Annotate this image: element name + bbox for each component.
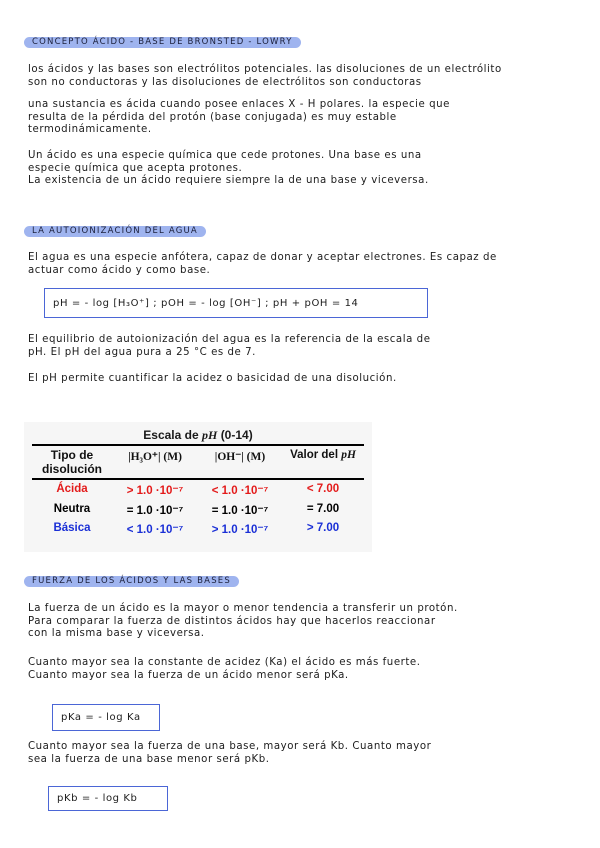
row-neutra-oh: = 1.0 ·10⁻⁷ [211, 505, 269, 517]
paragraph-equilibrio-agua [28, 334, 584, 359]
row-basica-ph: > 7.00 [306, 522, 340, 534]
paragraph-sustancia-acida [28, 99, 584, 137]
ph-scale-table [24, 422, 372, 552]
text-line: Cuanto mayor sea la constante de acidez (Ka) el ácido es más fuerte. [28, 657, 421, 668]
text-line: Cuanto mayor sea la fuerza de un ácido menor será pKa. [28, 669, 349, 681]
text-line: Para comparar la fuerza de distintos ácidos hay que hacerlos reaccionar [28, 615, 436, 627]
text-line: resulta de la pérdida del protón (base conjugada) es muy estable [28, 111, 397, 123]
formula-ph-box: pH = - log [H₃O⁺] ; pOH = - log [OH⁻] ; pH + pOH = 14 [44, 288, 428, 318]
text-line: termodinámicamente. [28, 124, 152, 136]
paragraph-agua-anfotera [28, 252, 584, 277]
table-title [24, 428, 372, 443]
header-h3o: |H₃O⁺| (M) [128, 451, 182, 463]
row-acida-ph: < 7.00 [306, 483, 340, 495]
header-tipo [32, 448, 112, 476]
paragraph-fuerza-acido [28, 603, 584, 641]
row-basica-h3o: < 1.0 ·10⁻⁷ [126, 524, 184, 536]
text-line: El agua es una especie anfótera, capaz de donar y aceptar electrones. Es capaz de [28, 252, 497, 263]
table-title-suffix: (0-14) [220, 428, 253, 442]
header-tipo-line2: disolución [42, 462, 102, 476]
row-neutra-tipo: Neutra [53, 503, 91, 515]
paragraph-constante-acidez [28, 657, 584, 682]
text-line: El pH permite cuantificar la acidez o basicidad de una disolución. [28, 373, 397, 384]
row-neutra-ph: = 7.00 [306, 503, 340, 515]
paragraph-ph-cuantifica [28, 373, 584, 386]
text-line: especie química que acepta protones. [28, 162, 243, 174]
paragraph-electrolitos [28, 64, 584, 89]
row-basica-oh: > 1.0 ·10⁻⁷ [211, 524, 269, 536]
text-line: pH. El pH del agua pura a 25 °C es de 7. [28, 346, 256, 358]
row-acida-tipo: Ácida [56, 483, 88, 495]
table-top-rule [32, 444, 364, 446]
section-heading-fuerza: FUERZA DE LOS ÁCIDOS Y LAS BASES [24, 576, 239, 587]
text-line: una sustancia es ácida cuando posee enlaces X - H polares. la especie que [28, 99, 450, 110]
text-line: los ácidos y las bases son electrólitos potenciales. las disoluciones de un electrólito [28, 64, 502, 75]
text-line: actuar como ácido y como base. [28, 264, 211, 276]
header-tipo-line1: Tipo de [50, 448, 94, 462]
text-line: son no conductoras y las disoluciones de electrólitos son conductoras [28, 76, 422, 88]
text-line: Un ácido es una especie química que cede protones. Una base es una [28, 150, 422, 161]
text-line: La existencia de un ácido requiere siempre la de una base y viceversa. [28, 175, 429, 187]
header-oh: |OH⁻| (M) [214, 451, 266, 463]
row-acida-h3o: > 1.0 ·10⁻⁷ [126, 485, 184, 497]
section-heading-bronsted: CONCEPTO ÁCIDO - BASE DE BRONSTED - LOWRY [24, 37, 301, 48]
table-title-var: pH [202, 428, 218, 442]
header-valor-ph [282, 449, 364, 461]
row-neutra-h3o: = 1.0 ·10⁻⁷ [126, 505, 184, 517]
paragraph-fuerza-base [28, 741, 584, 766]
formula-pka-box: pKa = - log Ka [52, 704, 160, 731]
header-valor-var: pH [341, 449, 356, 461]
section-heading-autoionizacion: LA AUTOIONIZACIÓN DEL AGUA [24, 226, 206, 237]
row-basica-tipo: Básica [53, 522, 91, 534]
text-line: La fuerza de un ácido es la mayor o menor tendencia a transferir un protón. [28, 603, 458, 614]
text-line: El equilibrio de autoionización del agua es la referencia de la escala de [28, 334, 431, 345]
paragraph-acido-base-definicion [28, 150, 584, 188]
text-line: Cuanto mayor sea la fuerza de una base, mayor será Kb. Cuanto mayor [28, 741, 432, 752]
table-title-prefix: Escala de [143, 428, 199, 442]
text-line: sea la fuerza de una base menor será pKb. [28, 753, 270, 765]
table-header-rule [32, 478, 364, 480]
header-valor-prefix: Valor del [290, 449, 339, 461]
formula-pkb-box: pKb = - log Kb [48, 786, 168, 811]
text-line: con la misma base y viceversa. [28, 628, 205, 640]
row-acida-oh: < 1.0 ·10⁻⁷ [211, 485, 269, 497]
